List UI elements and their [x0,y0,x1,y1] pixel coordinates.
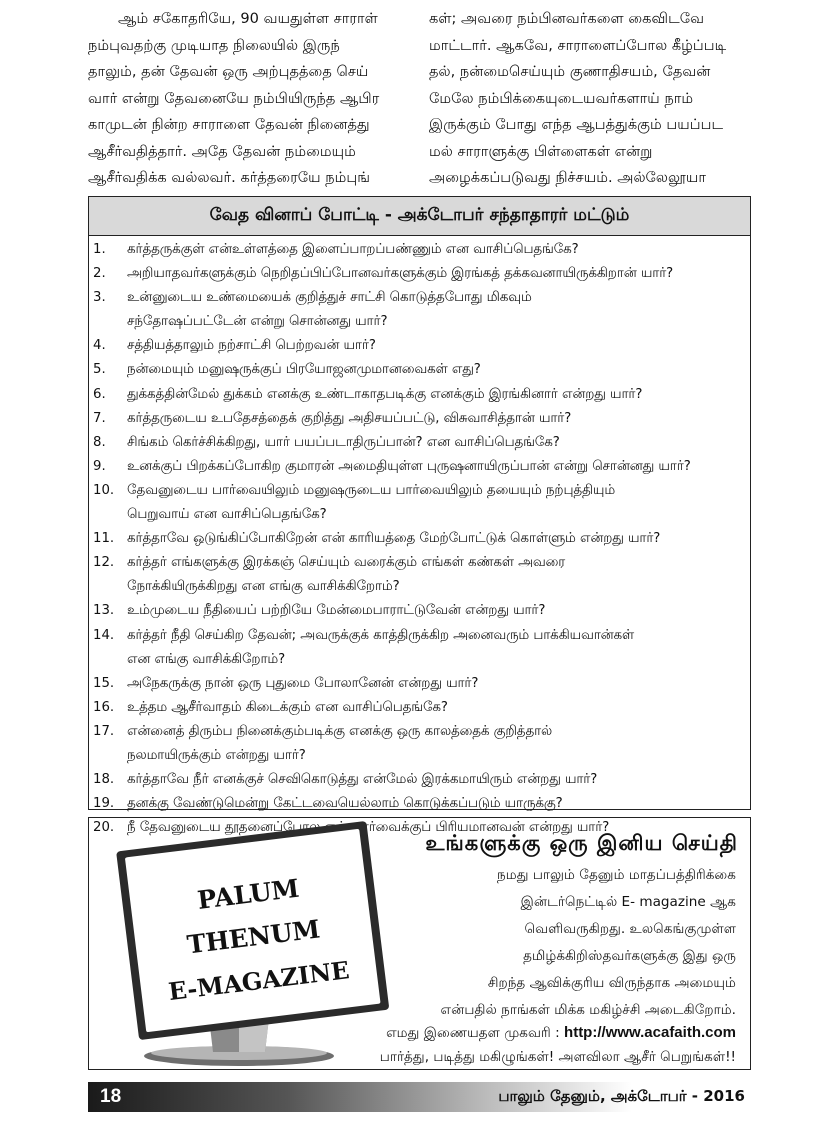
quiz-question [89,407,750,431]
question-number: 18. [93,772,115,788]
announcement-line: என்பதில் நாங்கள் மிக்க மகிழ்ச்சி அடைகிறோம். [440,1002,736,1018]
question-number: 10. [93,482,115,498]
question-text: கர்த்தர் எங்களுக்கு இரக்கஞ் செய்யும் வரைக்கும் எங்கள் கண்கள் அவரை நோக்கியிருக்கிறது என எங்கு வாசிக்கிறோம்? [127,555,566,595]
quiz-question [89,479,750,527]
question-text: சிங்கம் கெர்ச்சிக்கிறது, யார் பயப்படாதிருப்பான்? என வாசிப்பெதங்கே? [127,434,560,450]
quiz-question [89,334,750,358]
article-line: மல் சாராளுக்கு பிள்ளைகள் என்று [429,142,653,160]
question-text: அறியாதவர்களுக்கும் நெறிதப்பிப்போனவர்களுக்கும் இரங்கத் தக்கவனாயிருக்கிறான் யார்? [127,266,674,282]
question-text: கர்த்தருக்குள் என்உள்ளத்தை இளைப்பாறப்பண்ணும் என வாசிப்பெதங்கே? [127,242,579,257]
question-text: கர்த்தர் நீதி செய்கிற தேவன்; அவருக்குக் காத்திருக்கிற அனைவரும் பாக்கியவான்கள் என எங்கு வாசிக்கிறோம்? [127,627,635,667]
article-line: ஆம் சகோதரியே, 90 வயதுள்ள சாராள் [118,10,378,27]
quiz-question [89,455,750,479]
question-number: 15. [93,675,115,691]
article-line: நம்புவதற்கு முடியாத நிலையில் இருந் [88,36,340,54]
page-footer [88,1082,751,1112]
article-line: ஆசீர்வதிக்க வல்லவர். கர்த்தரையே நம்புங் [88,169,371,186]
question-number: 17. [93,723,115,739]
question-number: 5. [93,362,106,378]
question-number: 9. [93,458,106,474]
question-number: 16. [93,699,115,715]
quiz-question [89,431,750,455]
question-number: 19. [93,796,115,812]
question-text: துக்கத்தின்மேல் துக்கம் எனக்கு உண்டாகாதபடிக்கு எனக்கும் இரங்கினார் என்றது யார்? [127,386,643,402]
question-text: தேவனுடைய பார்வையிலும் மனுஷருடைய பார்வையிலும் தயையும் நற்புத்தியும் பெறுவாய் என வாசிப்பெதங்கே? [127,482,616,523]
bible-quiz-box [88,196,751,836]
question-number: 14. [93,627,115,643]
question-text: உத்தம ஆசீர்வாதம் கிடைக்கும் என வாசிப்பெதங்கே? [127,699,448,715]
question-number: 4. [93,338,106,354]
announcement-closing: பார்த்து, படித்து மகிழுங்கள்! அளவிலா ஆசீர் பெறுங்கள்!! [379,1049,736,1065]
question-number: 3. [93,290,106,306]
emagazine-announcement [88,817,751,1070]
announcement-line: நமது பாலும் தேனும் மாதப்பத்திரிக்கை [497,867,736,883]
quiz-question [89,286,750,334]
article-columns [88,6,752,192]
page-number: 18 [100,1086,122,1107]
quiz-question [89,599,750,623]
quiz-question-list [89,236,750,840]
question-number: 7. [93,410,106,426]
article-right-paragraph [429,6,752,192]
article-line: அழைக்கப்படுவது நிச்சயம். அல்லேலூயா [429,169,707,186]
question-text: உன்னுடைய உண்மையைக் குறித்துச் சாட்சி கொடுத்தபோது மிகவும் சந்தோஷப்பட்டேன் என்று சொன்னது யார்? [127,290,532,330]
quiz-question [89,792,750,816]
quiz-title: வேத வினாப் போட்டி - அக்டோபர் சந்தாதாரர் மட்டும் [209,205,630,225]
question-text: சத்தியத்தாலும் நற்சாட்சி பெற்றவன் யார்? [127,338,376,354]
article-line: காமுடன் நின்ற சாராளை தேவன் நினைத்து [88,116,370,133]
question-text: அநேகருக்கு நான் ஒரு புதுமை போலானேன் என்றது யார்? [127,675,479,691]
quiz-question [89,768,750,792]
question-text: கர்த்தாவே நீர் எனக்குச் செவிகொடுத்து என்மேல் இரக்கமாயிரும் என்றது யார்? [127,772,598,788]
article-left-paragraph [88,6,411,192]
question-text: கர்த்தாவே ஒடுங்கிப்போகிறேன் என் காரியத்தை மேற்போட்டுக் கொள்ளும் என்றது யார்? [127,531,661,547]
question-text: கர்த்தருடைய உபதேசத்தைக் குறித்து அதிசயப்பட்டு, விசுவாசித்தான் யார்? [127,410,572,426]
article-right-column [429,6,752,192]
question-number: 13. [93,603,115,619]
question-number: 11. [93,531,115,547]
website-line [386,1024,736,1043]
quiz-question [89,527,750,551]
screen-line-2: THENUM [185,914,322,960]
question-text: என்னைத் திரும்ப நினைக்கும்படிக்கு எனக்கு ஒரு காலத்தைக் குறித்தால் நலமாயிருக்கும் என்றது யார்? [127,723,553,763]
quiz-question [89,696,750,720]
quiz-question [89,358,750,382]
article-line: இருக்கும் போது எந்த ஆபத்துக்கும் பயப்பட [429,116,724,133]
article-line: வார் என்று தேவனையே நம்பியிருந்த ஆபிர [88,89,380,107]
quiz-question [89,238,750,262]
website-label: எமது இணையதள முகவரி : [386,1025,565,1041]
announcement-line: சிறந்த ஆவிக்குரிய விருந்தாக அமையும் [487,975,736,991]
article-line: தல், நன்மைசெய்யும் குணாதிசயம், தேவன் [429,63,711,80]
announcement-line: தமிழ்க்கிறிஸ்தவர்களுக்கு இது ஒரு [523,948,736,964]
quiz-question [89,383,750,407]
screen-line-3: E-MAGAZINE [166,955,351,1007]
article-line: ஆசீர்வதித்தார். அதே தேவன் நம்மையும் [88,142,356,160]
question-number: 1. [93,242,106,257]
quiz-question [89,551,750,599]
question-number: 20. [93,820,115,836]
announcement-body [376,862,736,1024]
article-line: கள்; அவரை நம்பினவர்களை கைவிடவே [429,10,705,27]
quiz-question [89,672,750,696]
announcement-line: வெளிவருகிறது. உலகெங்குமுள்ள [524,921,736,937]
quiz-question [89,720,750,768]
article-line: மேலே நம்பிக்கையுடையவர்களாய் நாம் [429,89,694,107]
website-link[interactable]: http://www.acafaith.com [564,1024,736,1041]
publication-name: பாலும் தேனும், அக்டோபர் - 2016 [498,1087,745,1105]
article-line: தாலும், தன் தேவன் ஒரு அற்புதத்தை செய் [88,63,369,80]
question-number: 12. [93,555,115,571]
article-left-column [88,6,411,192]
question-text: தனக்கு வேண்டுமென்று கேட்டவையெல்லாம் கொடுக்கப்படும் யாருக்கு? [127,796,563,812]
question-text: நன்மையும் மனுஷருக்குப் பிரயோஜனமுமானவைகள் எது? [127,362,481,378]
quiz-header [89,197,750,236]
screen-line-1: PALUM [195,873,301,915]
question-text: நீ தேவனுடைய தூதனைப்போல என் பார்வைக்குப் பிரியமானவன் என்றது யார்? [127,820,610,836]
question-number: 8. [93,434,106,450]
article-line: மாட்டார். ஆகவே, சாராளைப்போல கீழ்ப்படி [429,36,727,54]
question-number: 6. [93,386,106,402]
question-text: உனக்குப் பிறக்கப்போகிற குமாரன் அமைதியுள்ள புருஷனாயிருப்பான் என்று சொன்னது யார்? [127,458,691,474]
quiz-question [89,262,750,286]
announcement-line: இன்டர்நெட்டில் E- magazine ஆக [520,894,736,910]
quiz-question [89,624,750,672]
announcement-title: உங்களுக்கு ஒரு இனிய செய்தி [425,830,738,855]
question-text: உம்முடைய நீதியைப் பற்றியே மேன்மைபாராட்டுவேன் என்றது யார்? [127,603,546,619]
question-number: 2. [93,266,106,282]
